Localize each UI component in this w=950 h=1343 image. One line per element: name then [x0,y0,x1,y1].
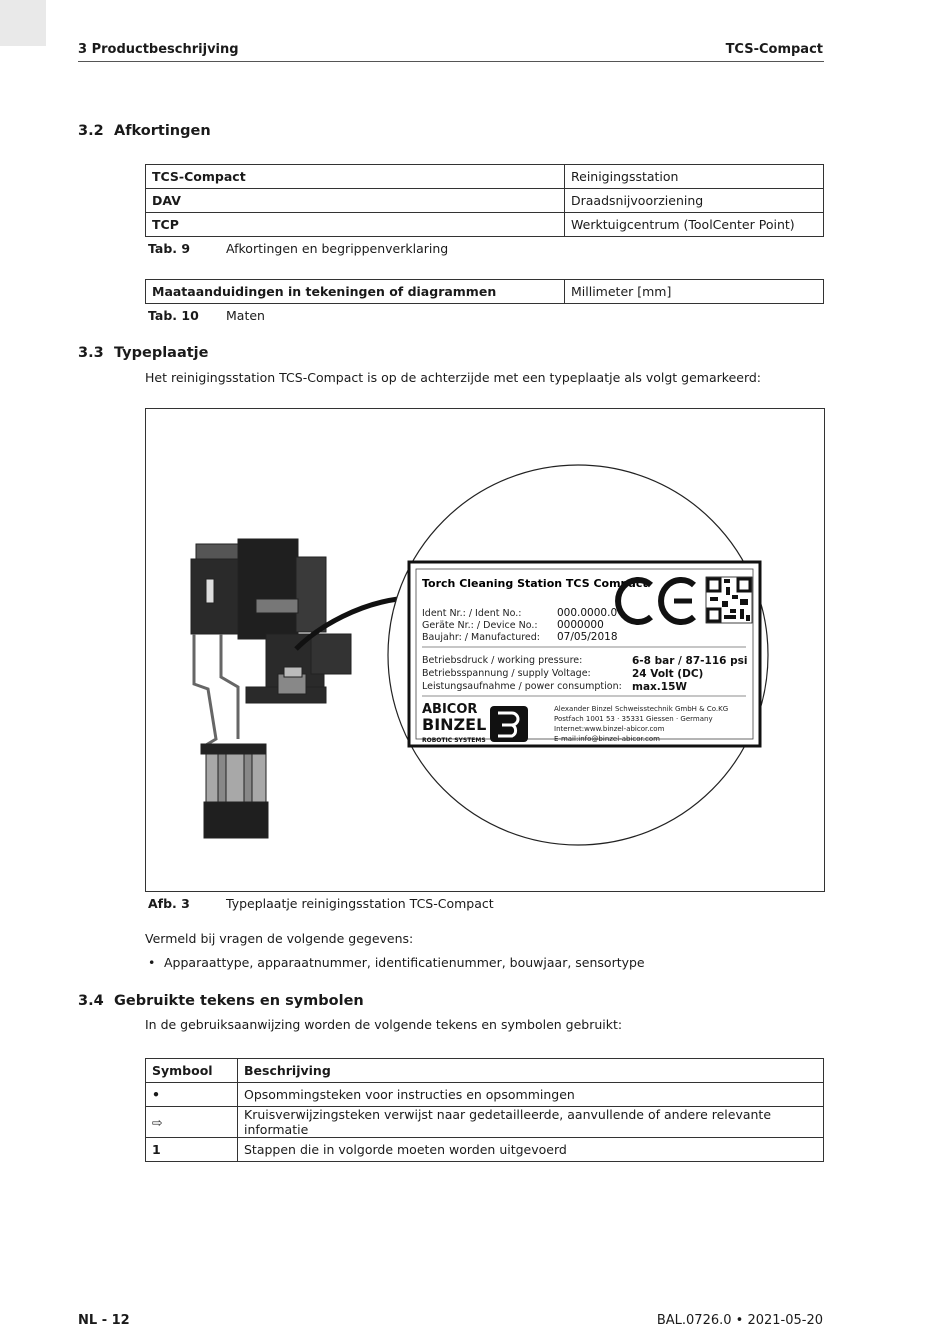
device-label: Geräte Nr.: / Device No.: [422,620,538,631]
symbol-cell: ⇨ [146,1107,238,1138]
desc-cell: Draadsnijvoorziening [565,189,824,213]
abbreviations-table [145,164,824,237]
desc-cell: Millimeter [mm] [565,280,824,304]
dimensions-table [145,279,824,304]
term-cell: DAV [146,189,565,213]
corner-mark [0,0,46,46]
header-section: 3 Productbeschrijving [78,42,239,57]
table-row [146,189,824,213]
section-title: Typeplaatje [114,345,209,361]
section-title: Gebruikte tekens en symbolen [114,993,364,1009]
year-value: 07/05/2018 [557,631,618,643]
section-3-4-heading [78,993,364,1009]
power-label: Leistungsaufnahme / power consumption: [422,681,622,692]
desc-cell: Kruisverwijzingsteken verwijst naar gedetailleerde, aanvullende of andere relevante informatie [238,1107,824,1138]
address-line-3: Internet:www.binzel-abicor.com [554,725,665,733]
header-cell-description: Beschrijving [238,1059,824,1083]
address-line-4: E-mail:info@binzel-abicor.com [554,735,660,743]
section-3-2-heading [78,123,211,139]
abicor-binzel-logo [422,702,528,744]
desc-cell: Werktuigcentrum (ToolCenter Point) [565,213,824,237]
caption-text: Maten [226,308,265,323]
pressure-value: 6-8 bar / 87-116 psi [632,655,748,667]
typeplate-illustration [146,409,824,891]
table-row [146,1107,824,1138]
table-row [146,280,824,304]
typeplate [409,562,760,746]
voltage-label: Betriebsspannung / supply Voltage: [422,668,591,679]
cleaning-station-drawing [191,539,398,838]
symbols-intro: In de gebruiksaanwijzing worden de volgende tekens en symbolen gebruikt: [145,1017,623,1032]
table-10-caption [148,308,265,323]
typeplate-intro: Het reinigingsstation TCS-Compact is op de achterzijde met een typeplaatje als volgt gemarkeerd: [145,370,762,385]
document-id: BAL.0726.0 • 2021-05-20 [656,1313,823,1328]
desc-cell: Stappen die in volgorde moeten worden uitgevoerd [238,1138,824,1162]
power-value: max.15W [632,681,687,693]
section-title: Afkortingen [114,123,211,139]
year-label: Baujahr: / Manufactured: [422,632,540,643]
caption-text: Afkortingen en begrippenverklaring [226,241,449,256]
logo-line-2: BINZEL [422,715,487,734]
table-9-caption [148,241,448,256]
typeplate-figure [145,408,825,892]
address-line-2: Postfach 1001 53 · 35331 Giessen · Germany [554,715,713,723]
term-cell: TCS-Compact [146,165,565,189]
table-header-row [146,1059,824,1083]
qr-code-icon [706,577,752,623]
address-line-1: Alexander Binzel Schweisstechnik GmbH & Co.KG [554,705,729,713]
list-item [148,955,645,970]
caption-label: Tab. 10 [148,308,199,323]
header-cell-symbol: Symbool [146,1059,238,1083]
term-cell: TCP [146,213,565,237]
caption-label: Tab. 9 [148,241,191,256]
table-row [146,165,824,189]
figure-3-caption [148,896,494,911]
section-number: 3.4 [78,993,104,1009]
header-rule [78,61,824,62]
table-row [146,1083,824,1107]
term-cell: Maataanduidingen in tekeningen of diagrammen [146,280,565,304]
device-value: 0000000 [557,619,604,631]
symbol-cell: • [146,1083,238,1107]
bullet-icon: • [148,955,156,970]
ident-label: Ident Nr.: / Ident No.: [422,608,522,619]
logo-line-1: ABICOR [422,702,478,717]
pressure-label: Betriebsdruck / working pressure: [422,655,583,666]
list-item-text: Apparaattype, apparaatnummer, identificatienummer, bouwjaar, sensortype [164,955,645,970]
ask-text: Vermeld bij vragen de volgende gegevens: [145,931,414,946]
header-product: TCS-Compact [725,42,823,57]
desc-cell: Reinigingsstation [565,165,824,189]
symbol-cell: 1 [146,1138,238,1162]
page-number: NL - 12 [78,1313,130,1328]
table-row [146,1138,824,1162]
symbols-table [145,1058,824,1162]
desc-cell: Opsommingsteken voor instructies en opsommingen [238,1083,824,1107]
table-row [146,213,824,237]
voltage-value: 24 Volt (DC) [632,668,704,680]
ident-value: 000.0000.0 [557,607,618,619]
section-3-3-heading [78,345,209,361]
section-number: 3.2 [78,123,104,139]
section-number: 3.3 [78,345,104,361]
logo-line-3: ROBOTIC SYSTEMS [422,737,486,744]
caption-text: Typeplaatje reinigingsstation TCS-Compact [226,896,494,911]
plate-title: Torch Cleaning Station TCS Compact [422,577,648,590]
caption-label: Afb. 3 [148,896,190,911]
